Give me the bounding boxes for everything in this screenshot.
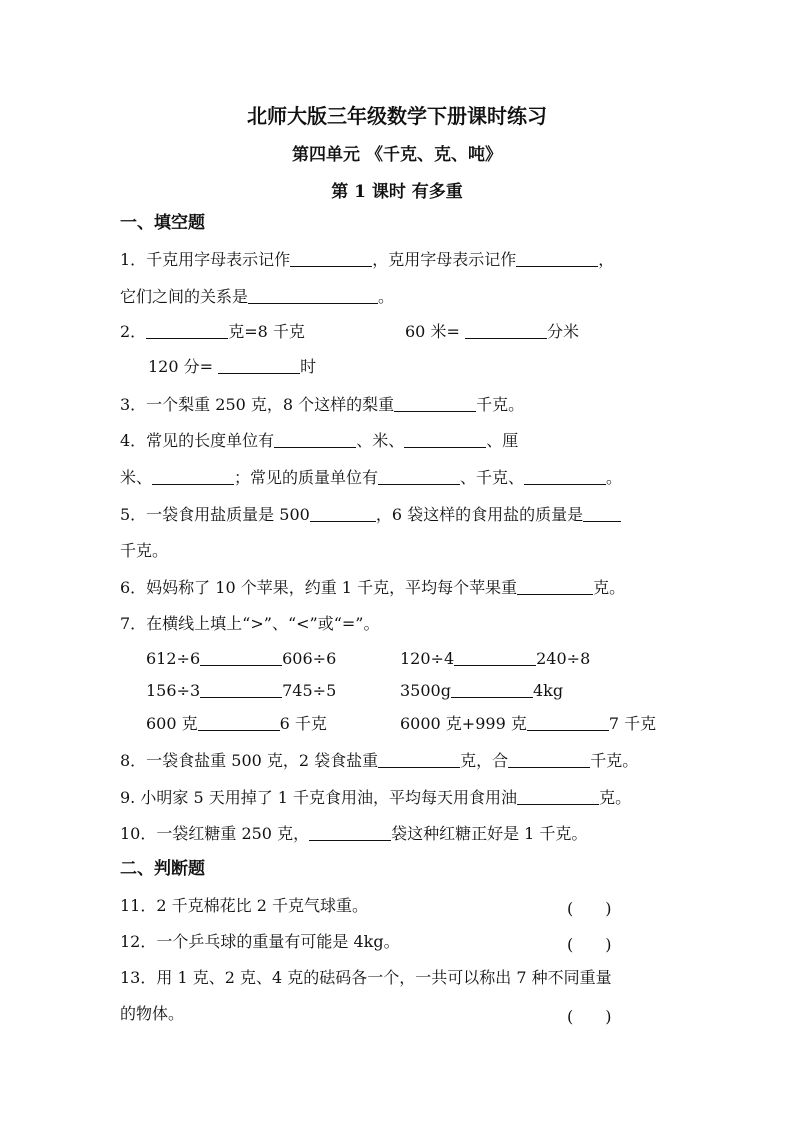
compare-left: 120÷4 xyxy=(400,649,455,668)
q6-text-b: 克。 xyxy=(593,578,626,597)
question-8 xyxy=(120,751,638,771)
answer-blank[interactable] xyxy=(516,250,598,267)
answer-blank[interactable] xyxy=(290,250,372,267)
compare-item xyxy=(146,714,327,734)
question-3 xyxy=(120,395,524,415)
answer-blank[interactable] xyxy=(152,468,234,485)
answer-blank[interactable] xyxy=(274,431,356,448)
compare-item xyxy=(146,649,336,669)
compare-item xyxy=(146,681,336,701)
q2-text-d: 分米 xyxy=(546,322,579,341)
answer-blank[interactable] xyxy=(200,681,282,698)
q2-text-a: 2． xyxy=(120,322,147,341)
question-2-b xyxy=(405,322,579,342)
answer-blank[interactable] xyxy=(200,649,282,666)
answer-parentheses[interactable]: ( ) xyxy=(567,935,612,954)
lesson-title: 第 1 课时 有多重 xyxy=(331,182,463,202)
q1-text-c: ， xyxy=(598,250,615,269)
section-true-false: 二、判断题 xyxy=(120,859,205,879)
answer-blank[interactable] xyxy=(465,322,547,339)
question-1 xyxy=(120,250,614,270)
answer-blank[interactable] xyxy=(517,578,593,595)
compare-left: 3500g xyxy=(400,681,451,700)
question-5 xyxy=(120,505,621,525)
section-fill-blank: 一、填空题 xyxy=(120,213,205,233)
q4-text-e: ；常见的质量单位有 xyxy=(234,468,379,487)
compare-item xyxy=(400,649,590,669)
answer-blank[interactable] xyxy=(454,649,536,666)
compare-right: 240÷8 xyxy=(536,649,591,668)
answer-blank[interactable] xyxy=(524,468,606,485)
question-2-c xyxy=(148,357,316,377)
q10-text-a: 10．一袋红糖重 250 克， xyxy=(120,824,310,843)
answer-blank[interactable] xyxy=(198,714,280,731)
answer-blank[interactable] xyxy=(527,714,609,731)
question-12: 12．一个乒乓球的重量有可能是 4kg。 xyxy=(120,932,400,951)
answer-blank[interactable] xyxy=(146,322,228,339)
q3-text-a: 3．一个梨重 250 克，8 个这样的梨重 xyxy=(120,395,395,414)
question-4-cont xyxy=(120,468,622,488)
q5-text-a: 5．一袋食用盐质量是 500 xyxy=(120,505,310,524)
compare-left: 600 克 xyxy=(146,714,198,733)
question-9 xyxy=(120,788,631,808)
question-7: 7．在横线上填上“>”、“<”或“=”。 xyxy=(120,614,380,633)
question-4 xyxy=(120,431,518,451)
question-13-cont: 的物体。 xyxy=(120,1004,185,1023)
q9-text-b: 克。 xyxy=(599,788,632,807)
compare-right: 6 千克 xyxy=(279,714,327,733)
page-title: 北师大版三年级数学下册课时练习 xyxy=(247,104,547,128)
compare-item xyxy=(400,714,656,734)
compare-right: 745÷5 xyxy=(282,681,337,700)
q4-text-f: 、千克、 xyxy=(460,468,525,487)
answer-blank[interactable] xyxy=(309,824,391,841)
q2-text-c: 60 米= xyxy=(405,322,460,341)
q2-text-e: 120 分= xyxy=(148,357,214,376)
q2-text-b: 克=8 千克 xyxy=(228,322,305,341)
answer-blank[interactable] xyxy=(378,751,460,768)
question-10 xyxy=(120,824,587,844)
question-1-cont xyxy=(120,287,394,307)
compare-left: 156÷3 xyxy=(146,681,201,700)
answer-blank[interactable] xyxy=(404,431,486,448)
answer-blank[interactable] xyxy=(583,505,621,522)
answer-blank[interactable] xyxy=(517,788,599,805)
q4-text-c: 、厘 xyxy=(486,431,519,450)
q1-text-b: ，克用字母表示记作 xyxy=(372,250,517,269)
q1-text-d: 它们之间的关系是 xyxy=(120,287,249,306)
compare-right: 7 千克 xyxy=(608,714,657,733)
answer-blank[interactable] xyxy=(508,751,590,768)
q4-text-b: 、米、 xyxy=(356,431,405,450)
q2-text-f: 时 xyxy=(300,357,317,376)
q4-text-d: 米、 xyxy=(120,468,153,487)
q9-text-a: 9. 小明家 5 天用掉了 1 千克食用油，平均每天用食用油 xyxy=(120,788,518,807)
answer-parentheses[interactable]: ( ) xyxy=(567,899,612,918)
question-13: 13．用 1 克、2 克、4 克的砝码各一个，一共可以称出 7 种不同重量 xyxy=(120,968,612,987)
q8-text-c: 千克。 xyxy=(590,751,639,770)
q1-text-a: 1．千克用字母表示记作 xyxy=(120,250,291,269)
compare-left: 6000 克+999 克 xyxy=(400,714,527,733)
unit-title: 第四单元 《千克、克、吨》 xyxy=(292,145,502,165)
q10-text-b: 袋这种红糖正好是 1 千克。 xyxy=(391,824,588,843)
compare-left: 612÷6 xyxy=(146,649,201,668)
question-5-cont: 千克。 xyxy=(120,541,169,560)
compare-right: 4kg xyxy=(532,681,564,700)
answer-parentheses[interactable]: ( ) xyxy=(567,1007,612,1026)
q4-text-g: 。 xyxy=(606,468,623,487)
q3-text-b: 千克。 xyxy=(476,395,525,414)
question-2 xyxy=(120,322,305,342)
compare-item xyxy=(400,681,563,701)
question-6 xyxy=(120,578,625,598)
q1-text-e: 。 xyxy=(378,287,395,306)
q5-text-b: ，6 袋这样的食用盐的质量是 xyxy=(375,505,584,524)
q4-text-a: 4．常见的长度单位有 xyxy=(120,431,275,450)
answer-blank[interactable] xyxy=(218,357,300,374)
question-11: 11．2 千克棉花比 2 千克气球重。 xyxy=(120,896,368,915)
answer-blank[interactable] xyxy=(378,468,460,485)
q6-text-a: 6．妈妈称了 10 个苹果，约重 1 千克，平均每个苹果重 xyxy=(120,578,518,597)
answer-blank[interactable] xyxy=(310,505,376,522)
answer-blank[interactable] xyxy=(248,287,378,304)
q8-text-a: 8．一袋食盐重 500 克，2 袋食盐重 xyxy=(120,751,379,770)
q8-text-b: 克，合 xyxy=(460,751,509,770)
answer-blank[interactable] xyxy=(394,395,476,412)
answer-blank[interactable] xyxy=(451,681,533,698)
compare-right: 606÷6 xyxy=(282,649,337,668)
